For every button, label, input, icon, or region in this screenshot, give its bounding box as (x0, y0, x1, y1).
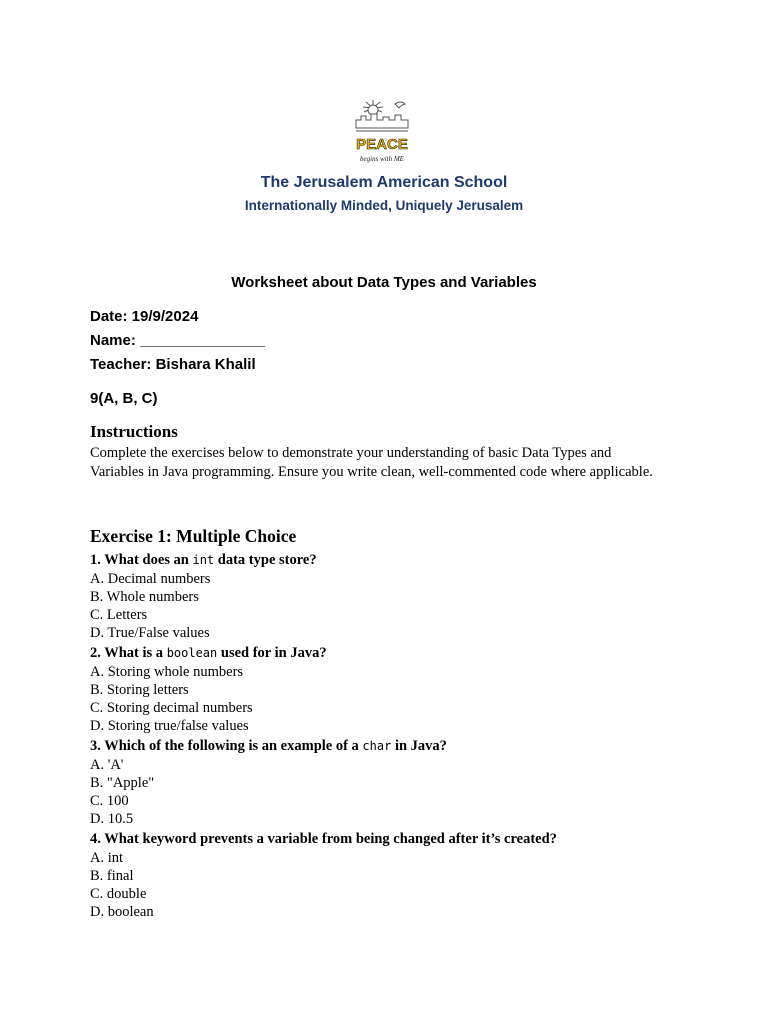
instructions-line-1: Complete the exercises below to demonstrate your understanding of basic Data Types and (90, 445, 612, 461)
school-logo (353, 98, 413, 168)
q2-option-d: D. Storing true/false values (90, 718, 249, 734)
q2-option-c: C. Storing decimal numbers (90, 700, 253, 716)
teacher-line: Teacher: Bishara Khalil (90, 356, 256, 373)
question-2: 2. What is a boolean used for in Java? (90, 645, 327, 661)
code-boolean: boolean (166, 646, 218, 660)
peace-logo-icon (353, 98, 413, 168)
exercise-1-heading: Exercise 1: Multiple Choice (90, 526, 297, 546)
q3-option-c: C. 100 (90, 793, 129, 809)
q1-option-d: D. True/False values (90, 625, 210, 641)
q2-option-a: A. Storing whole numbers (90, 664, 244, 680)
q4-option-b: B. final (90, 868, 134, 884)
q4-option-c: C. double (90, 886, 147, 902)
q1-option-a: A. Decimal numbers (90, 571, 211, 587)
q3-option-a: A. 'A' (90, 757, 124, 773)
worksheet-title: Worksheet about Data Types and Variables (231, 274, 537, 291)
q3-option-d: D. 10.5 (90, 811, 134, 827)
code-int: int (192, 553, 215, 567)
q1-option-c: C. Letters (90, 607, 148, 623)
class-line: 9(A, B, C) (90, 390, 158, 407)
logo-peace-text: PEACE (356, 136, 408, 153)
name-line: Name: _______________ (90, 332, 266, 349)
school-tagline: Internationally Minded, Uniquely Jerusalem (244, 198, 524, 213)
school-name: The Jerusalem American School (260, 174, 508, 191)
instructions-heading: Instructions (90, 422, 178, 441)
instructions-text (90, 444, 710, 482)
q2-option-b: B. Storing letters (90, 682, 189, 698)
q1-option-b: B. Whole numbers (90, 589, 199, 605)
instructions-line-2: Variables in Java programming. Ensure you write clean, well-commented code where applicable. (90, 464, 653, 480)
code-char: char (362, 739, 392, 753)
logo-subtext: begins with ME (360, 155, 404, 163)
question-1: 1. What does an int data type store? (90, 552, 317, 568)
date-line: Date: 19/9/2024 (90, 308, 199, 325)
q3-option-b: B. "Apple" (90, 775, 155, 791)
question-4: 4. What keyword prevents a variable from being changed after it’s created? (90, 831, 557, 847)
q4-option-a: A. int (90, 850, 124, 866)
question-3: 3. Which of the following is an example of a char in Java? (90, 738, 447, 754)
q4-option-d: D. boolean (90, 904, 154, 920)
multiple-choice-list (90, 549, 730, 921)
